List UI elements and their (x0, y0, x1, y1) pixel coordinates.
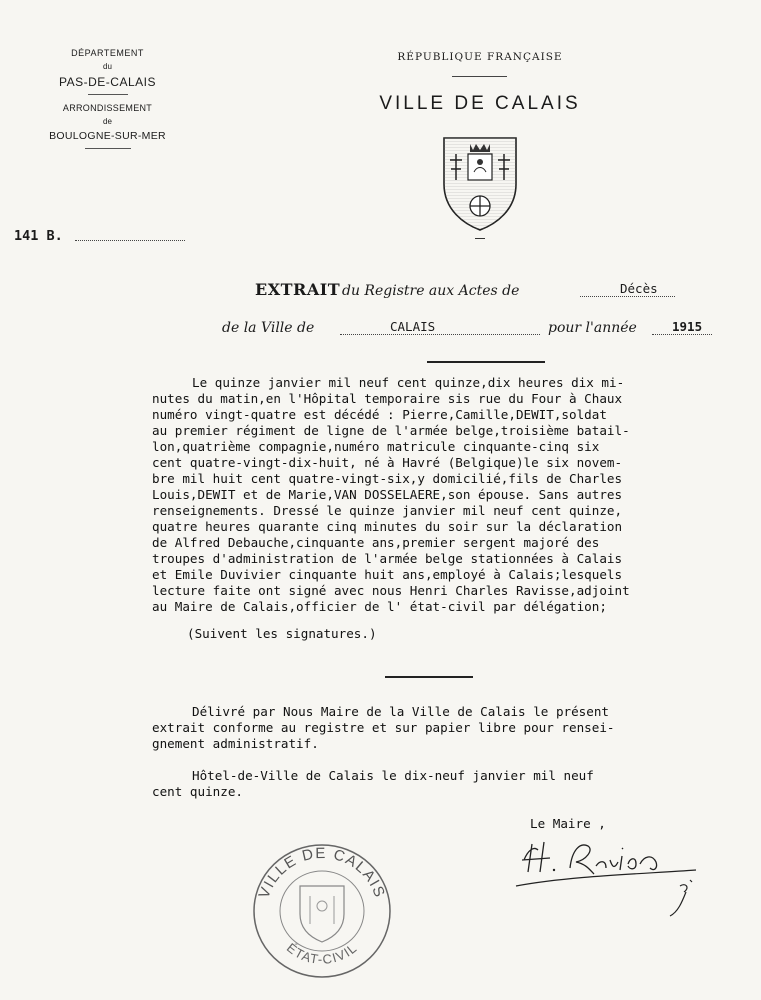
coat-of-arms-icon (440, 132, 520, 232)
delivery-line: gnement administratif. (152, 736, 319, 751)
stamp-top-text: VILLE DE CALAIS (255, 844, 389, 901)
act-body (152, 375, 630, 615)
departement-label: DÉPARTEMENT (71, 48, 144, 58)
reference-number: 141 B. (14, 228, 63, 244)
delivery-line: Délivré par Nous Maire de la Ville de Calais le présent (192, 704, 610, 719)
body-line: renseignements. Dressé le quinze janvier mil neuf cent quinze, (152, 503, 623, 518)
body-line: troupes d'administration de l'armée belge stationnées à Calais (152, 551, 623, 566)
de-label: de (103, 117, 112, 126)
pas-de-calais-label: PAS-DE-CALAIS (59, 75, 156, 89)
body-line: lon,quatrième compagnie,numéro matricule cinquante-cinq six (152, 439, 600, 454)
body-line: au premier régiment de ligne de l'armée belge,troisième batail- (152, 423, 630, 438)
body-line: lecture faite ont signé avec nous Henri Charles Ravisse,adjoint (152, 583, 630, 598)
body-line: Louis,DEWIT et de Marie,VAN DOSSELAERE,son épouse. Sans autres (152, 487, 623, 502)
ville-de-text: de la Ville de (222, 320, 315, 336)
hotel-line: cent quinze. (152, 784, 243, 799)
republique-ornament (452, 76, 507, 77)
le-maire-label: Le Maire , (530, 816, 606, 831)
acte-type-value: Décès (620, 281, 658, 296)
divider-1 (427, 361, 545, 363)
arms-ornament (475, 238, 485, 239)
body-line: quatre heures quarante cinq minutes du soir sur la déclaration (152, 519, 623, 534)
body-line: au Maire de Calais,officier de l' état-civil par délégation; (152, 599, 607, 614)
du-label: du (103, 62, 112, 71)
registre-text: du Registre aux Actes de (342, 283, 520, 299)
stamp-bottom-text: ÉTAT-CIVIL (283, 939, 361, 967)
reference-dotted-line (75, 240, 185, 241)
body-line: bre mil huit cent quatre-vingt-six,y domicilié,fils de Charles (152, 471, 623, 486)
republique-label: RÉPUBLIQUE FRANÇAISE (397, 51, 563, 63)
body-line: cent quatre-vingt-dix-huit, né à Havré (Belgique)le six novem- (152, 455, 623, 470)
arrondissement-label: ARRONDISSEMENT (62, 103, 153, 113)
body-line: numéro vingt-quatre est décédé : Pierre,Camille,DEWIT,soldat (152, 407, 607, 422)
body-line: et Emile Duvivier cinquante huit ans,employé à Calais;lesquels (152, 567, 623, 582)
left-ornament-2 (85, 148, 131, 149)
pour-annee-text: pour l'année (548, 320, 637, 336)
year-dotted-line (652, 334, 712, 335)
city-value: CALAIS (390, 319, 436, 334)
hotel-line: Hôtel-de-Ville de Calais le dix-neuf janvier mil neuf (192, 768, 594, 783)
left-ornament-1 (88, 94, 128, 95)
suivent-signatures: (Suivent les signatures.) (187, 626, 377, 641)
calais-stamp-icon (248, 840, 396, 982)
delivery-line: extrait conforme au registre et sur papier libre pour rensei- (152, 720, 615, 735)
delivery-block (152, 704, 615, 752)
hotel-block (152, 768, 594, 800)
city-dotted-line (340, 334, 540, 335)
body-line: de Alfred Debauche,cinquante ans,premier sergent majoré des (152, 535, 600, 550)
left-header (20, 48, 195, 149)
acte-type-dotted-line (580, 296, 675, 297)
ville-title: VILLE DE CALAIS (379, 93, 581, 114)
divider-2 (385, 676, 473, 678)
boulogne-label: BOULOGNE-SUR-MER (49, 130, 166, 142)
body-line: Le quinze janvier mil neuf cent quinze,dix heures dix mi- (192, 375, 625, 390)
signature-icon (510, 830, 710, 930)
year-value: 1915 (672, 319, 703, 334)
body-line: nutes du matin,en l'Hôpital temporaire sis rue du Four à Chaux (152, 391, 623, 406)
extrait-title: EXTRAIT (255, 280, 341, 299)
